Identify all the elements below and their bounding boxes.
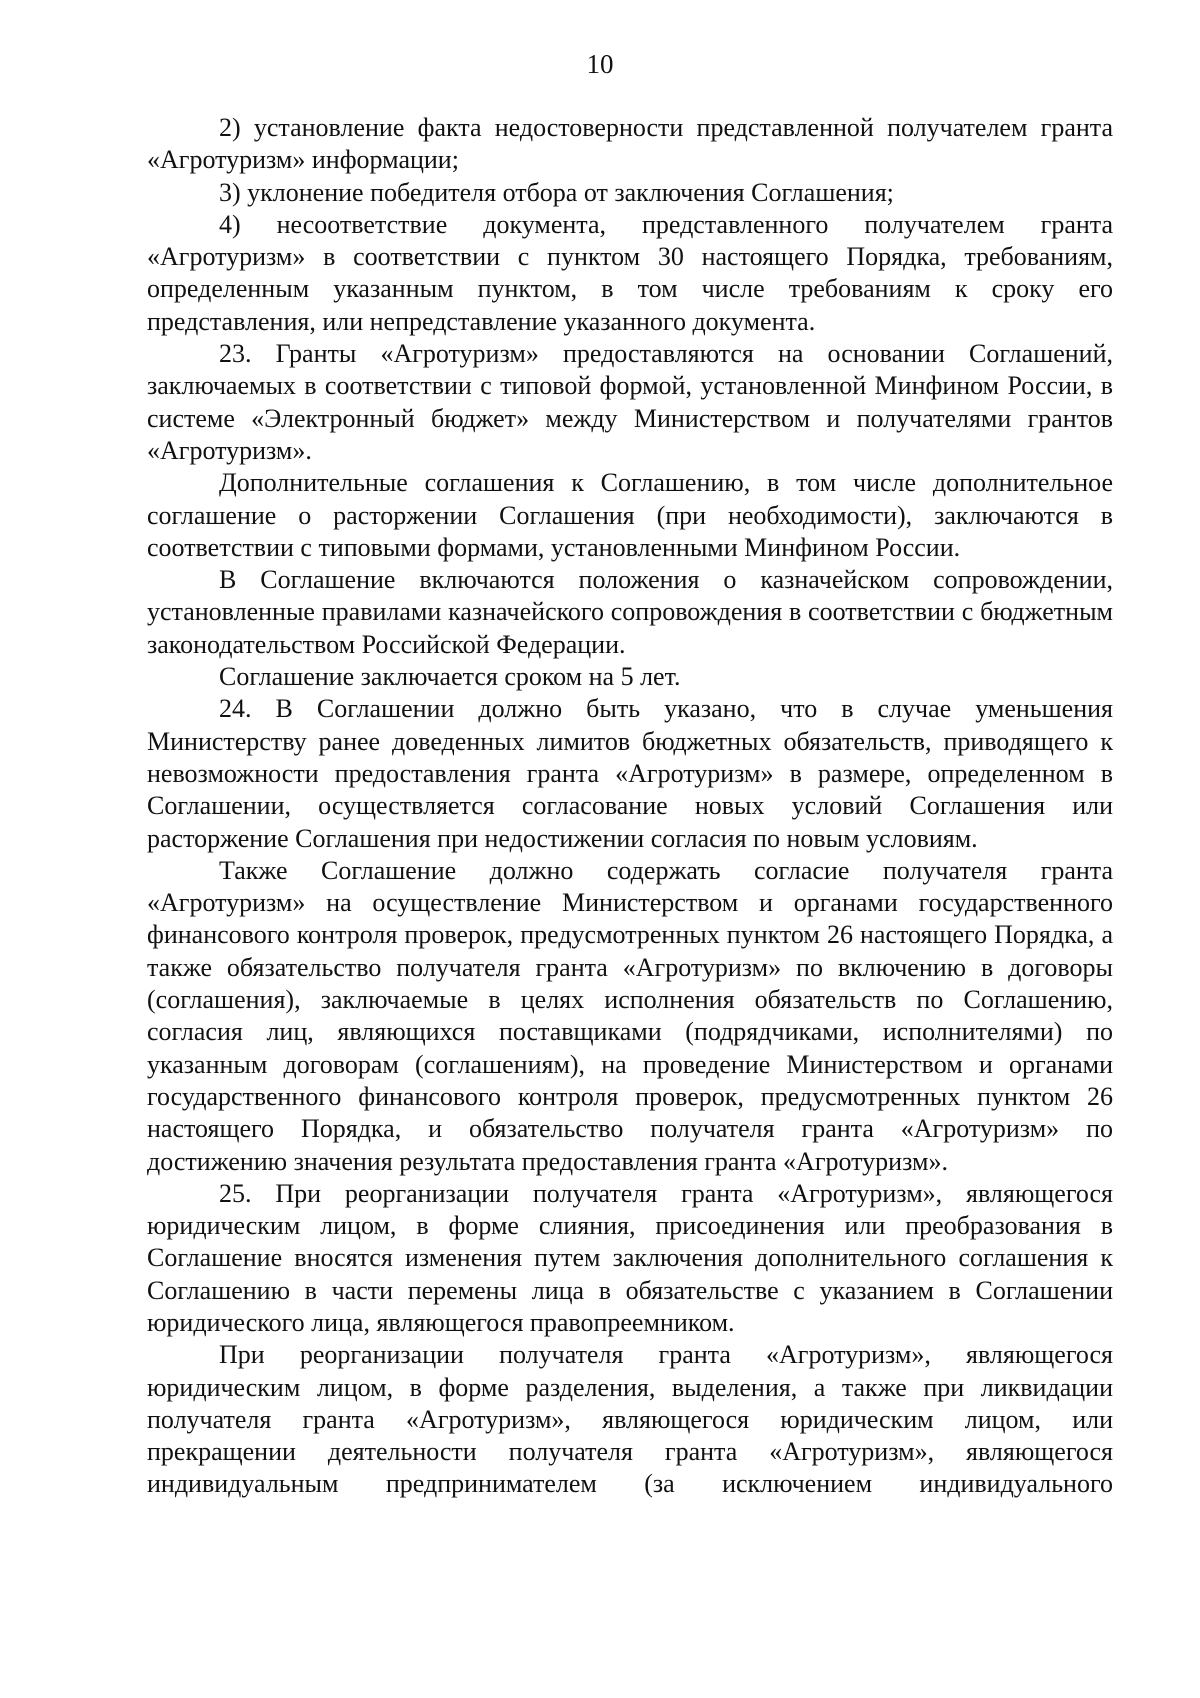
paragraph-item-2: 2) установление факта недостоверности представленной получателем гранта «Агротуризм» информации; <box>147 113 1113 175</box>
paragraph-consent-inspections: Также Соглашение должно содержать согласие получателя гранта «Агротуризм» на осуществление Министерством и органами государственного финансового контроля проверок, предусмотренных пунктом 26 настоящего Порядка, а также обязательство получателя гранта «Агротуризм» по включению в договоры (соглашения), заключаемые в целях исполнения обязательств по Соглашению, согласия лиц, являющихся поставщиками (подрядчиками, исполнителями) по указанным договорам (соглашениям), на проведение Министерством и органами государственного финансового контроля проверок, предусмотренных пунктом 26 настоящего Порядка, и обязательство получателя гранта «Агротуризм» по достижению значения результата предоставления гранта «Агротуризм». <box>147 855 1113 1176</box>
paragraph-additional-agreements: Дополнительные соглашения к Соглашению, в том числе дополнительное соглашение о расторжении Соглашения (при необходимости), заключаются в соответствии с типовыми формами, установленными Минфином России. <box>147 468 1113 562</box>
paragraph-clause-24: 24. В Соглашении должно быть указано, что в случае уменьшения Министерству ранее доведенных лимитов бюджетных обязательств, приводящего к невозможности предоставления гранта «Агротуризм» в размере, определенном в Соглашении, осуществляется согласование новых условий Соглашения или расторжение Соглашения при недостижении согласия по новым условиям. <box>147 694 1113 853</box>
paragraph-clause-23: 23. Гранты «Агротуризм» предоставляются на основании Соглашений, заключаемых в соответствии с типовой формой, установленной Минфином России, в системе «Электронный бюджет» между Министерством и получателями грантов «Агротуризм». <box>147 339 1113 465</box>
page-number: 10 <box>586 49 614 79</box>
paragraph-clause-25: 25. При реорганизации получателя гранта «Агротуризм», являющегося юридическим лицом, в форме слияния, присоединения или преобразования в Соглашение вносятся изменения путем заключения дополнительного соглашения к Соглашению в части перемены лица в обязательстве с указанием в Соглашении юридического лица, являющегося правопреемником. <box>147 1178 1113 1337</box>
paragraph-item-4: 4) несоответствие документа, представленного получателем гранта «Агротуризм» в соответствии с пунктом 30 настоящего Порядка, требованиям, определенным указанным пунктом, в том числе требованиям к сроку его представления, или непредставление указанного документа. <box>147 209 1113 336</box>
paragraph-item-3: 3) уклонение победителя отбора от заключения Соглашения; <box>219 177 894 207</box>
paragraph-reorganization-division: При реорганизации получателя гранта «Агротуризм», являющегося юридическим лицом, в форме разделения, выделения, а также при ликвидации получателя гранта «Агротуризм», являющегося юридическим лицом, или прекращении деятельности получателя гранта «Агротуризм», являющегося индивидуальным предпринимателем (за исключением индивидуального <box>147 1340 1113 1499</box>
paragraph-treasury-support: В Соглашение включаются положения о казначейском сопровождении, установленные правилами казначейского сопровождения в соответствии с бюджетным законодательством Российской Федерации. <box>147 565 1113 659</box>
paragraph-agreement-term: Соглашение заключается сроком на 5 лет. <box>219 662 681 692</box>
document-body <box>147 112 1113 1501</box>
